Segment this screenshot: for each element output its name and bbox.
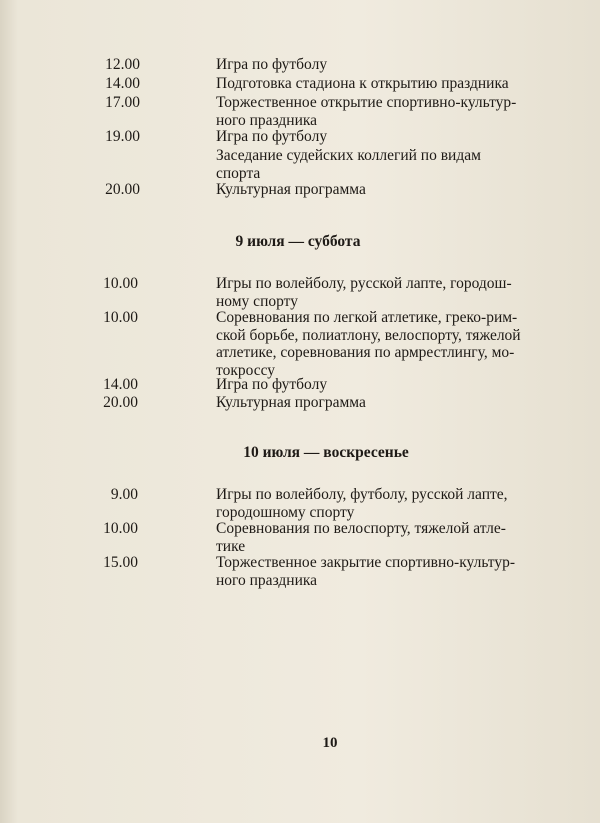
schedule-time: 10.00 bbox=[103, 275, 138, 292]
schedule-time: 15.00 bbox=[103, 554, 138, 571]
schedule-text: Игра по футболу bbox=[216, 376, 328, 393]
schedule-text: Игра по футболу bbox=[216, 56, 328, 73]
schedule-text: Соревнования по легкой атлетике, греко-рим- ской борьбе, полиатлону, велоспорту, тяжелой атлетике, соревнования по армрестлингу, мо- токроссу bbox=[216, 309, 521, 379]
schedule-time: 12.00 bbox=[105, 56, 140, 73]
schedule-text: Игры по волейболу, футболу, русской лапте, городошному спорту bbox=[216, 486, 508, 521]
schedule-text: Заседание судейских коллегий по видам спорта bbox=[216, 147, 481, 182]
page-number: 10 bbox=[322, 735, 338, 751]
schedule-text: Торжественное открытие спортивно-культур- ного праздника bbox=[216, 94, 517, 129]
day-heading-sunday: 10 июля — воскресенье bbox=[243, 444, 409, 461]
schedule-time: 20.00 bbox=[105, 181, 140, 198]
schedule-text: Культурная программа bbox=[216, 181, 366, 198]
schedule-time: 14.00 bbox=[105, 75, 140, 92]
schedule-text: Подготовка стадиона к открытию праздника bbox=[216, 75, 509, 92]
schedule-text: Торжественное закрытие спортивно-культур- ного праздника bbox=[216, 554, 516, 589]
schedule-text: Игры по волейболу, русской лапте, городош- ному спорту bbox=[216, 275, 512, 310]
schedule-time: 14.00 bbox=[103, 376, 138, 393]
schedule-time: 20.00 bbox=[103, 394, 138, 411]
schedule-time: 19.00 bbox=[105, 128, 140, 145]
schedule-time: 10.00 bbox=[103, 309, 138, 326]
schedule-text: Культурная программа bbox=[216, 394, 366, 411]
schedule-text: Игра по футболу bbox=[216, 128, 328, 145]
schedule-text: Соревнования по велоспорту, тяжелой атле- тике bbox=[216, 520, 506, 555]
day-heading-saturday: 9 июля — суббота bbox=[235, 233, 361, 250]
schedule-time: 9.00 bbox=[110, 486, 138, 503]
schedule-time: 10.00 bbox=[103, 520, 138, 537]
schedule-time: 17.00 bbox=[105, 94, 140, 111]
